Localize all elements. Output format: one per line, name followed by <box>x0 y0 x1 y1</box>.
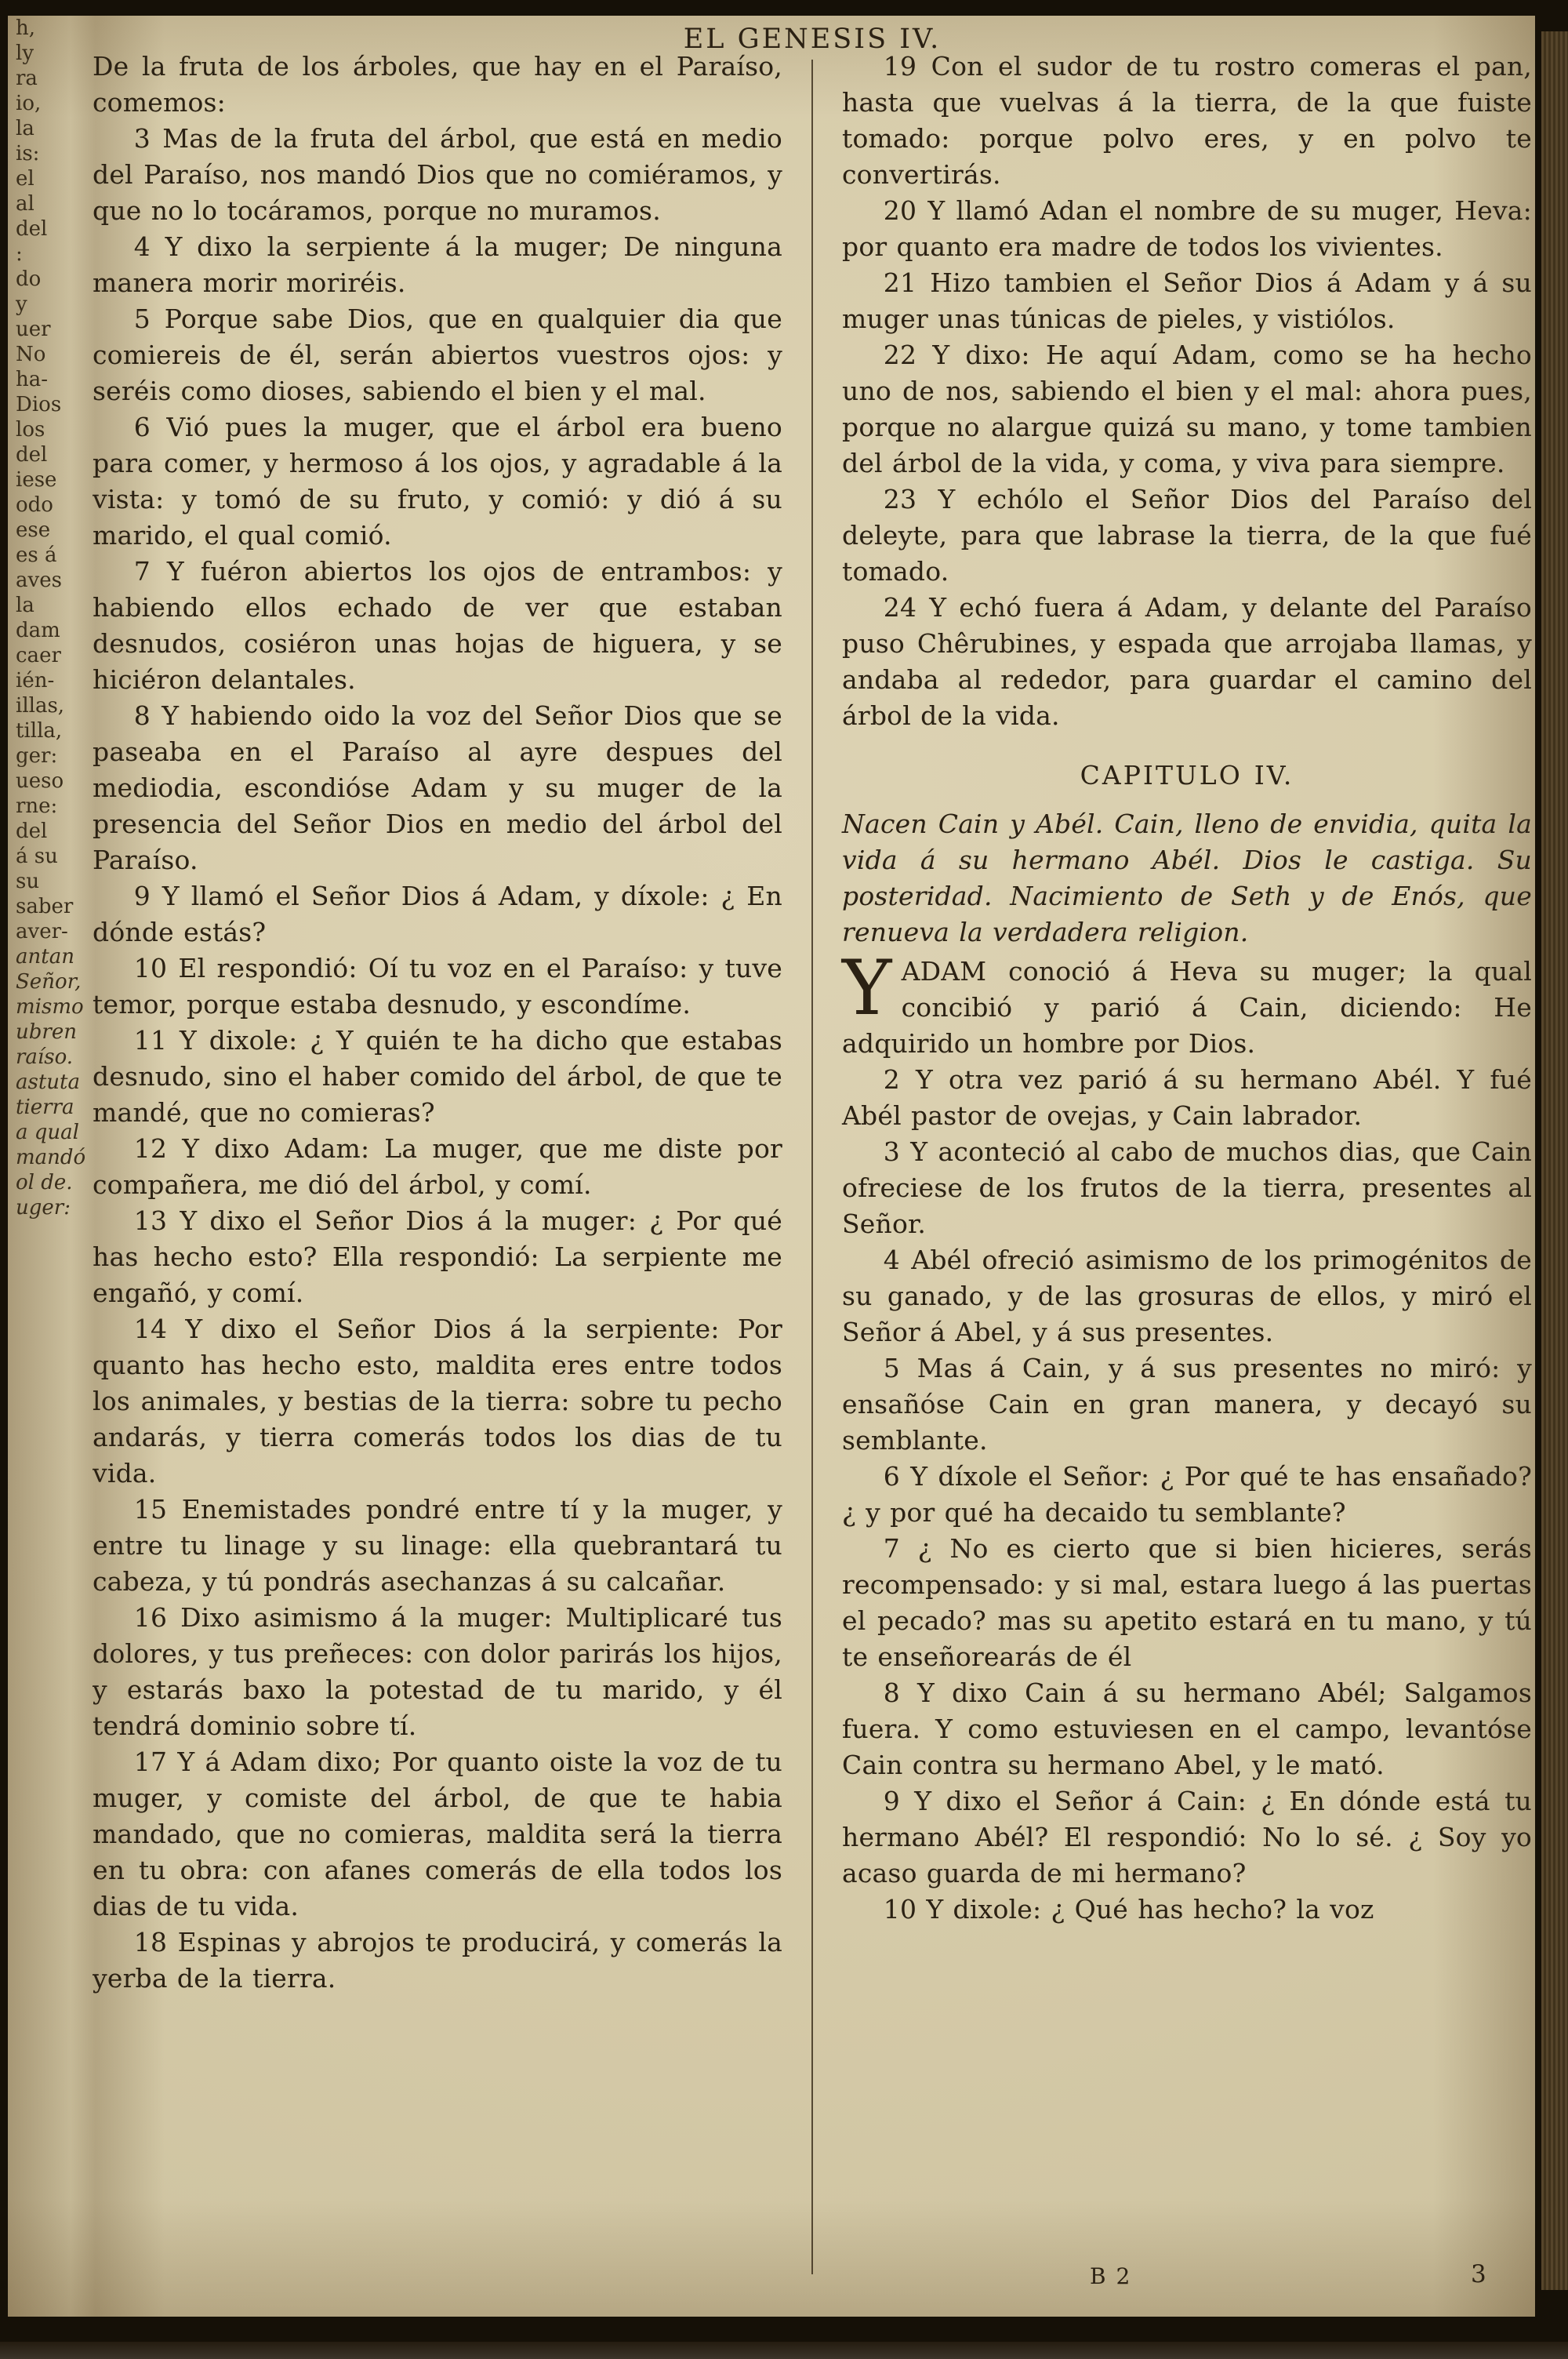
gutter-fragment: es á <box>16 543 57 567</box>
gutter-fragment: ger: <box>16 744 58 768</box>
gutter-fragment: illas, <box>16 694 65 718</box>
verse-paragraph: De la fruta de los árboles, que hay en el Paraíso, comemos: <box>93 51 782 118</box>
verse-paragraph: 13 Y dixo el Señor Dios á la muger: ¿ Por qué has hecho esto? Ella respondió: La serpiente me engañó, y comí. <box>93 1205 782 1308</box>
verse-paragraph: 5 Mas á Cain, y á sus presentes no miró: y ensañóse Cain en gran manera, y decayó su semblante. <box>842 1353 1532 1456</box>
gutter-fragment: ueso <box>16 769 64 793</box>
verse-paragraph: 21 Hizo tambien el Señor Dios á Adam y á su muger unas túnicas de pieles, y vistiólos. <box>842 267 1532 334</box>
verse-paragraph: 9 Y dixo el Señor á Cain: ¿ En dónde está tu hermano Abél? El respondió: No lo sé. ¿ Soy yo acaso guarda de mi hermano? <box>842 1786 1532 1888</box>
gutter-fragment: dam <box>16 619 60 642</box>
gutter-fragment: la <box>16 117 34 140</box>
gutter-fragment: ha- <box>16 368 49 391</box>
verse-paragraph: 14 Y dixo el Señor Dios á la serpiente: Por quanto has hecho esto, maldita eres entre todos los animales, y bestias de la tierra: sobre tu pecho andarás, y tierra comerás todos los dias de tu vida. <box>93 1314 782 1488</box>
right-column-bottom-verses <box>842 1062 1532 1928</box>
gutter-fragment: al <box>16 192 34 216</box>
gutter-fragment: ly <box>16 42 34 65</box>
gutter-fragment: astuta <box>16 1070 80 1094</box>
gutter-fragment: los <box>16 418 45 442</box>
gutter-fragment: iese <box>16 468 57 492</box>
gutter-fragment: Dios <box>16 393 62 416</box>
gutter-fragment: á su <box>16 845 58 868</box>
gutter-fragment: ién- <box>16 669 55 692</box>
gutter-fragment: tierra <box>16 1096 74 1119</box>
verse-paragraph: 4 Abél ofreció asimismo de los primogénitos de su ganado, y de las grosuras de ellos, y miró el Señor á Abel, y á sus presentes. <box>842 1245 1532 1347</box>
gutter-fragment: el <box>16 167 34 191</box>
gutter-fragment: antan <box>16 945 74 969</box>
verse-paragraph: 8 Y dixo Cain á su hermano Abél; Salgamos fuera. Y como estuviesen en el campo, levantóse Cain contra su hermano Abel, y le mató. <box>842 1677 1532 1780</box>
gutter-fragment: Señor, <box>16 970 82 994</box>
gutter-fragment: mismo <box>16 995 84 1019</box>
gutter-fragment: odo <box>16 493 53 517</box>
verse-paragraph: 5 Porque sabe Dios, que en qualquier dia que comiereis de él, serán abiertos vuestros ojos: y seréis como dioses, sabiendo el bien y el mal. <box>93 304 782 406</box>
gutter-fragment: la <box>16 594 34 617</box>
chapter-heading: CAPITULO IV. <box>1080 760 1294 791</box>
verse-paragraph: 22 Y dixo: He aquí Adam, como se ha hecho uno de nos, sabiendo el bien y el mal: ahora pues, porque no alargue quizá su mano, y tome tambien del árbol de la vida, y coma, y viva para siempre. <box>842 340 1532 478</box>
verse-paragraph: 7 Y fuéron abiertos los ojos de entrambos: y habiendo ellos echado de ver que estaban desnudos, cosiéron unas hojas de higuera, y se hiciéron delantales. <box>93 556 782 695</box>
gutter-fragment: raíso. <box>16 1045 74 1069</box>
gutter-fragment: ol de. <box>16 1171 73 1194</box>
gutter-fragment: do <box>16 267 42 291</box>
gutter-fragment: tilla, <box>16 719 63 743</box>
verse-paragraph: 6 Vió pues la muger, que el árbol era bueno para comer, y hermoso á los ojos, y agradable á la vista: y tomó de su fruto, y comió: y dió á su marido, el qual comió. <box>93 412 782 551</box>
gutter-fragment: aves <box>16 569 62 592</box>
verse-paragraph: 10 El respondió: Oí tu voz en el Paraíso: y tuve temor, porque estaba desnudo, y escondíme. <box>93 953 782 1020</box>
page-header-title: EL GENESIS IV. <box>683 24 942 55</box>
verse-paragraph: 3 Y aconteció al cabo de muchos dias, que Cain ofreciese de los frutos de la tierra, presentes al Señor. <box>842 1136 1532 1239</box>
verse-paragraph: 9 Y llamó el Señor Dios á Adam, y díxole: ¿ En dónde estás? <box>93 881 782 947</box>
gutter-fragments <box>11 16 91 1220</box>
verse-paragraph: 11 Y dixole: ¿ Y quién te ha dicho que estabas desnudo, sino el haber comido del árbol, de que te mandé, que no comieras? <box>93 1025 782 1128</box>
gutter-fragment: ra <box>16 67 38 90</box>
gutter-fragment: del <box>16 820 48 843</box>
footer-signature-mark: B 2 <box>1090 2263 1132 2289</box>
text-columns <box>93 49 1534 2274</box>
footer-page-number: 3 <box>1471 2260 1486 2288</box>
verse-paragraph: 6 Y díxole el Señor: ¿ Por qué te has ensañado? ¿ y por qué ha decaido tu semblante? <box>842 1461 1532 1528</box>
chapter-summary: Nacen Cain y Abél. Cain, lleno de envidia, quita la vida á su hermano Abél. Dios le castiga. Su posteridad. Nacimiento de Seth y de Enós, que renueva la verdadera religion. <box>842 809 1532 947</box>
drop-cap-letter: Y <box>842 944 892 1032</box>
gutter-fragment: su <box>16 870 40 893</box>
first-verse-text: ADAM conoció á Heva su muger; la qual concibió y parió á Cain, diciendo: He adquirido un hombre por Dios. <box>842 956 1532 1059</box>
verse-paragraph: 16 Dixo asimismo á la muger: Multiplicaré tus dolores, y tus preñeces: con dolor parirás los hijos, y estarás baxo la potestad de tu marido, y él tendrá dominio sobre tí. <box>93 1602 782 1741</box>
verse-paragraph: 7 ¿ No es cierto que si bien hicieres, serás recompensado: y si mal, estara luego á las puertas el pecado? mas su apetito estará en tu mano, y tú te enseñorearás de él <box>842 1533 1532 1672</box>
gutter-fragment: rne: <box>16 794 58 818</box>
verse-paragraph: 19 Con el sudor de tu rostro comeras el pan, hasta que vuelvas á la tierra, de la que fuiste tomado: porque polvo eres, y en polvo te convertirás. <box>842 51 1532 190</box>
verse-paragraph: 3 Mas de la fruta del árbol, que está en medio del Paraíso, nos mandó Dios que no comiéramos, y que no lo tocáramos, porque no muramos. <box>93 123 782 226</box>
gutter-fragment: No <box>16 343 46 366</box>
gutter-fragment: h, <box>16 16 36 40</box>
gutter-fragment: : <box>16 242 23 266</box>
verse-paragraph: 17 Y á Adam dixo; Por quanto oiste la voz de tu muger, y comiste del árbol, de que te habia mandado, que no comieras, maldita será la tierra en tu obra: con afanes comerás de ella todos los dias de tu vida. <box>93 1747 782 1921</box>
gutter-fragment: y <box>16 293 27 316</box>
verse-paragraph: 10 Y dixole: ¿ Qué has hecho? la voz <box>883 1894 1374 1925</box>
chapter-first-verse <box>842 944 1532 1062</box>
gutter-fragment: io, <box>16 92 42 115</box>
column-divider-rule <box>811 60 813 2274</box>
verse-paragraph: 20 Y llamó Adan el nombre de su muger, Heva: por quanto era madre de todos los vivientes. <box>842 195 1532 262</box>
verse-paragraph: 8 Y habiendo oido la voz del Señor Dios que se paseaba en el Paraíso al ayre despues del mediodia, escondióse Adam y su muger de la presencia del Señor Dios en medio del árbol del Paraíso. <box>93 700 782 875</box>
gutter-fragment: a qual <box>16 1121 79 1144</box>
verse-paragraph: 12 Y dixo Adam: La muger, que me diste por compañera, me dió del árbol, y comí. <box>93 1133 782 1200</box>
gutter-fragment: is: <box>16 142 40 165</box>
gutter-fragment: uger: <box>16 1196 71 1219</box>
left-column <box>93 49 782 2274</box>
gutter-fragment: caer <box>16 644 61 667</box>
verse-paragraph: 2 Y otra vez parió á su hermano Abél. Y fué Abél pastor de ovejas, y Cain labrador. <box>842 1064 1532 1131</box>
verse-paragraph: 24 Y echó fuera á Adam, y delante del Paraíso puso Chêrubines, y espada que arrojaba llamas, y andaba al rededor, para guardar el camino del árbol de la vida. <box>842 592 1532 731</box>
gutter-fragment: del <box>16 443 48 467</box>
scan-bottom-edge <box>0 2342 1568 2359</box>
gutter-fragment: mandó <box>16 1146 86 1169</box>
gutter-fragment: saber <box>16 895 74 918</box>
right-column <box>842 49 1532 2274</box>
verse-paragraph: 23 Y echólo el Señor Dios del Paraíso del deleyte, para que labrase la tierra, de la que fué tomado. <box>842 484 1532 587</box>
gutter-fragment: aver- <box>16 920 68 943</box>
right-column-top-verses <box>842 49 1532 734</box>
verse-paragraph: 15 Enemistades pondré entre tí y la muger, y entre tu linage y su linage: ella quebrantará tu cabeza, y tú pondrás asechanzas á su calcañar. <box>93 1494 782 1597</box>
gutter-fragment: ubren <box>16 1020 77 1044</box>
verse-paragraph: 18 Espinas y abrojos te producirá, y comerás la yerba de la tierra. <box>93 1927 782 1994</box>
book-page-edges <box>1541 31 1568 2290</box>
verse-paragraph: 4 Y dixo la serpiente á la muger; De ninguna manera morir moriréis. <box>93 231 782 298</box>
gutter-fragment: uer <box>16 318 51 341</box>
page-paper <box>8 16 1535 2317</box>
gutter-fragment: ese <box>16 518 51 542</box>
gutter-fragment: del <box>16 217 48 241</box>
